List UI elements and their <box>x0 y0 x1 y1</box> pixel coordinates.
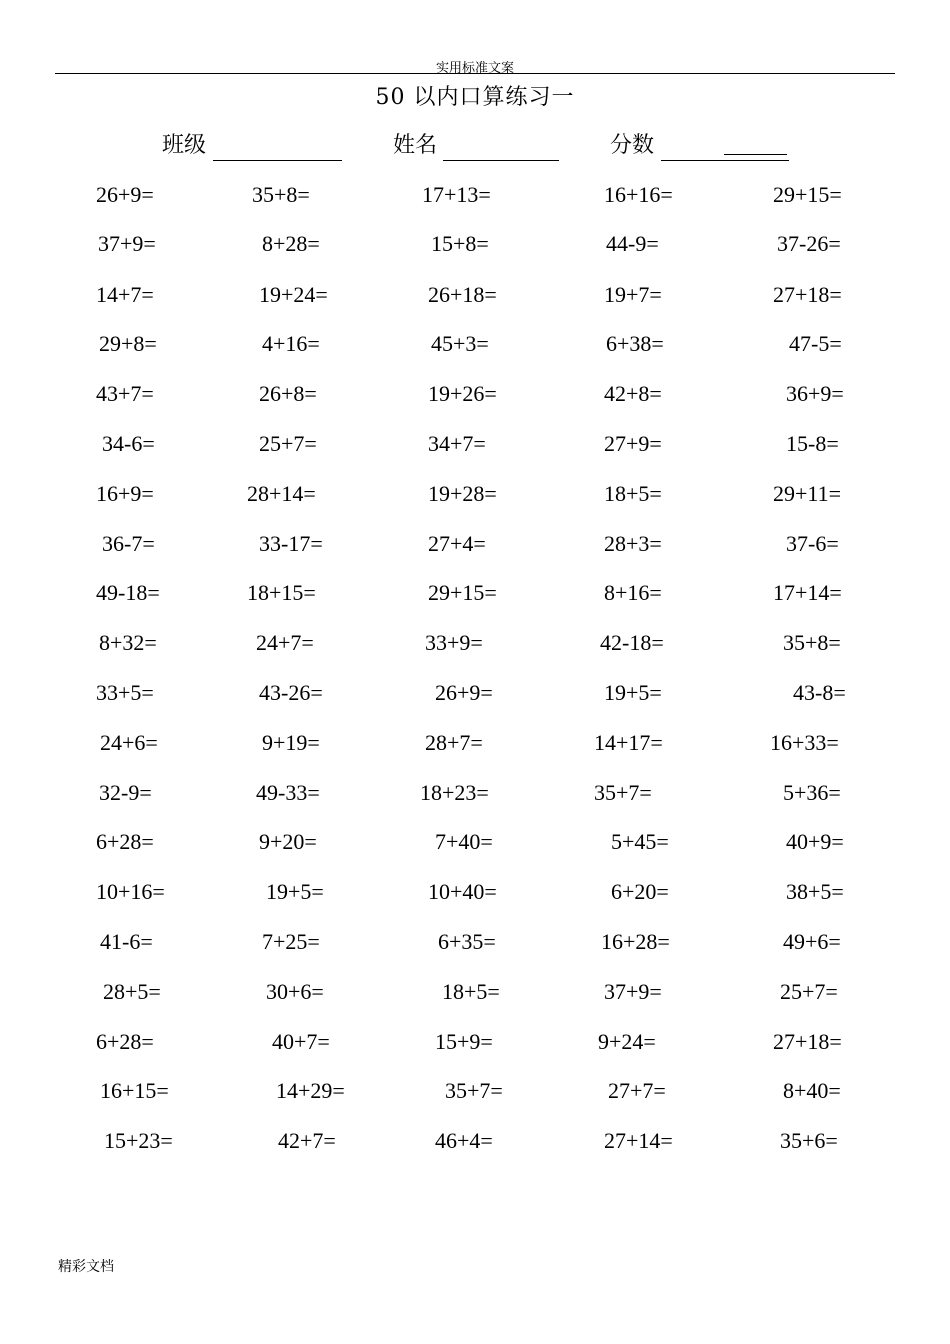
problem-r5-c3: 19+26= <box>428 381 497 406</box>
problem-r14-c2: 9+20= <box>259 829 317 854</box>
problem-r7-c4: 18+5= <box>604 481 662 506</box>
problem-r19-c3: 35+7= <box>445 1078 503 1103</box>
problem-r12-c1: 24+6= <box>100 730 158 755</box>
problem-r13-c2: 49-33= <box>256 780 320 805</box>
problem-r5-c4: 42+8= <box>604 381 662 406</box>
problem-r3-c4: 19+7= <box>604 282 662 307</box>
problem-r10-c5: 35+8= <box>783 630 841 655</box>
problem-r18-c2: 40+7= <box>272 1029 330 1054</box>
worksheet-title: 50 以内口算练习一 <box>375 85 575 110</box>
problem-r12-c4: 14+17= <box>594 730 663 755</box>
problem-r6-c1: 34-6= <box>102 431 155 456</box>
problem-r18-c1: 6+28= <box>96 1029 154 1054</box>
problem-r3-c3: 26+18= <box>428 282 497 307</box>
problem-r10-c1: 8+32= <box>99 630 157 655</box>
problem-r10-c2: 24+7= <box>256 630 314 655</box>
problem-r11-c3: 26+9= <box>435 680 493 705</box>
problem-r2-c1: 37+9= <box>98 231 156 256</box>
problem-r13-c1: 32-9= <box>99 780 152 805</box>
problem-r5-c5: 36+9= <box>786 381 844 406</box>
problem-r4-c5: 47-5= <box>789 331 842 356</box>
score-label: 分数 <box>610 133 655 158</box>
problem-r14-c3: 7+40= <box>435 829 493 854</box>
page-footer-text: 精彩文档 <box>58 1259 114 1275</box>
problem-r19-c4: 27+7= <box>608 1078 666 1103</box>
problem-r13-c4: 35+7= <box>594 780 652 805</box>
class-label: 班级 <box>162 133 207 158</box>
problem-r10-c4: 42-18= <box>600 630 664 655</box>
problem-r5-c2: 26+8= <box>259 381 317 406</box>
header-rule <box>55 73 895 74</box>
problem-r17-c4: 37+9= <box>604 979 662 1004</box>
problem-r7-c1: 16+9= <box>96 481 154 506</box>
problem-r11-c5: 43-8= <box>793 680 846 705</box>
score-inner-line <box>724 154 787 155</box>
problem-r16-c2: 7+25= <box>262 929 320 954</box>
problem-r4-c2: 4+16= <box>262 331 320 356</box>
problem-r3-c5: 27+18= <box>773 282 842 307</box>
problem-r2-c5: 37-26= <box>777 231 841 256</box>
problem-r7-c3: 19+28= <box>428 481 497 506</box>
problem-r4-c1: 29+8= <box>99 331 157 356</box>
problem-r3-c1: 14+7= <box>96 282 154 307</box>
problem-r12-c3: 28+7= <box>425 730 483 755</box>
problem-r3-c2: 19+24= <box>259 282 328 307</box>
problem-r19-c2: 14+29= <box>276 1078 345 1103</box>
problem-r4-c4: 6+38= <box>606 331 664 356</box>
problem-r16-c1: 41-6= <box>100 929 153 954</box>
problem-r20-c2: 42+7= <box>278 1128 336 1153</box>
problem-r8-c4: 28+3= <box>604 531 662 556</box>
problem-r13-c3: 18+23= <box>420 780 489 805</box>
problem-r1-c2: 35+8= <box>252 182 310 207</box>
class-blank-line[interactable] <box>213 160 342 161</box>
problem-r18-c4: 9+24= <box>598 1029 656 1054</box>
problem-r12-c5: 16+33= <box>770 730 839 755</box>
problem-r17-c5: 25+7= <box>780 979 838 1004</box>
problem-r16-c4: 16+28= <box>601 929 670 954</box>
problem-r11-c2: 43-26= <box>259 680 323 705</box>
problem-r8-c1: 36-7= <box>102 531 155 556</box>
problem-r1-c3: 17+13= <box>422 182 491 207</box>
problem-r13-c5: 5+36= <box>783 780 841 805</box>
problem-r12-c2: 9+19= <box>262 730 320 755</box>
problem-r15-c4: 6+20= <box>611 879 669 904</box>
problem-r16-c3: 6+35= <box>438 929 496 954</box>
problem-r16-c5: 49+6= <box>783 929 841 954</box>
problem-r7-c5: 29+11= <box>773 481 841 506</box>
problem-r8-c2: 33-17= <box>259 531 323 556</box>
name-label: 姓名 <box>393 133 438 158</box>
problem-r6-c2: 25+7= <box>259 431 317 456</box>
problem-r9-c2: 18+15= <box>247 580 316 605</box>
problem-r20-c1: 15+23= <box>104 1128 173 1153</box>
problem-r15-c2: 19+5= <box>266 879 324 904</box>
problem-r4-c3: 45+3= <box>431 331 489 356</box>
problem-r2-c4: 44-9= <box>606 231 659 256</box>
problem-r18-c3: 15+9= <box>435 1029 493 1054</box>
problem-r6-c5: 15-8= <box>786 431 839 456</box>
problem-r17-c2: 30+6= <box>266 979 324 1004</box>
problem-r6-c4: 27+9= <box>604 431 662 456</box>
problem-r15-c1: 10+16= <box>96 879 165 904</box>
problem-r11-c4: 19+5= <box>604 680 662 705</box>
problem-r20-c3: 46+4= <box>435 1128 493 1153</box>
problem-r6-c3: 34+7= <box>428 431 486 456</box>
problem-r20-c4: 27+14= <box>604 1128 673 1153</box>
problem-r9-c3: 29+15= <box>428 580 497 605</box>
problem-r9-c1: 49-18= <box>96 580 160 605</box>
problem-r20-c5: 35+6= <box>780 1128 838 1153</box>
problem-r7-c2: 28+14= <box>247 481 316 506</box>
problem-r9-c4: 8+16= <box>604 580 662 605</box>
score-blank-line[interactable] <box>661 160 789 161</box>
problem-r9-c5: 17+14= <box>773 580 842 605</box>
page-header-text: 实用标准文案 <box>435 61 514 76</box>
problem-r17-c3: 18+5= <box>442 979 500 1004</box>
problem-r19-c1: 16+15= <box>100 1078 169 1103</box>
problem-r11-c1: 33+5= <box>96 680 154 705</box>
problem-r2-c2: 8+28= <box>262 231 320 256</box>
problem-r5-c1: 43+7= <box>96 381 154 406</box>
problem-r15-c3: 10+40= <box>428 879 497 904</box>
problem-r14-c1: 6+28= <box>96 829 154 854</box>
problem-r8-c3: 27+4= <box>428 531 486 556</box>
problem-r1-c1: 26+9= <box>96 182 154 207</box>
problem-r17-c1: 28+5= <box>103 979 161 1004</box>
problem-r2-c3: 15+8= <box>431 231 489 256</box>
problem-r15-c5: 38+5= <box>786 879 844 904</box>
problem-r14-c4: 5+45= <box>611 829 669 854</box>
problem-r14-c5: 40+9= <box>786 829 844 854</box>
problem-r19-c5: 8+40= <box>783 1078 841 1103</box>
problem-r1-c5: 29+15= <box>773 182 842 207</box>
problem-r8-c5: 37-6= <box>786 531 839 556</box>
name-blank-line[interactable] <box>443 160 559 161</box>
problem-r10-c3: 33+9= <box>425 630 483 655</box>
problem-r18-c5: 27+18= <box>773 1029 842 1054</box>
problem-r1-c4: 16+16= <box>604 182 673 207</box>
